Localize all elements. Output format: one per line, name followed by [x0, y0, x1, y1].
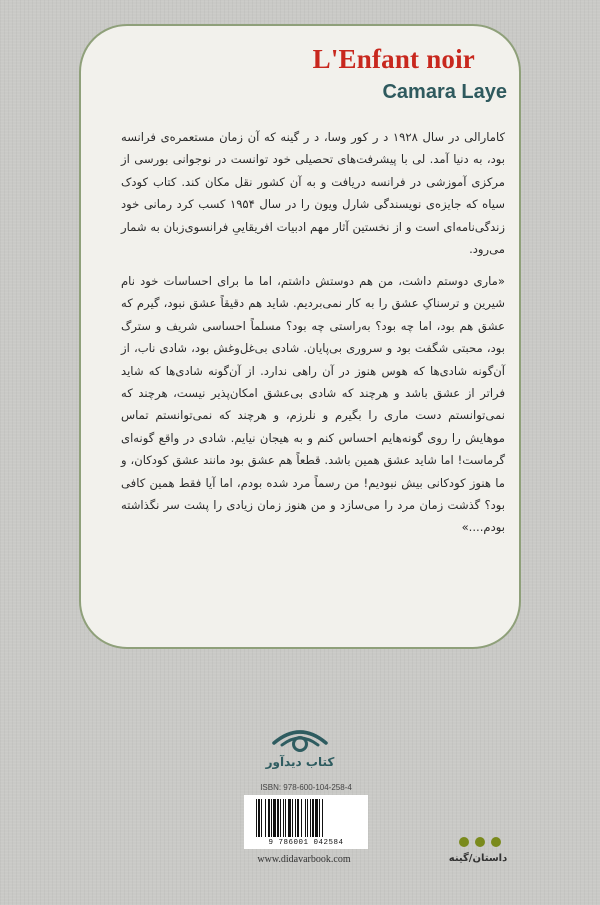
excerpt-paragraph: «ماری دوستم داشت، من هم دوستش داشتم، اما ما برای احساسات خود نام شیرین و ترسناکِ عشق را به کار نمی‌بردیم. شاید هم دقیقاً عشق نبود، گیرم که عشق هم بود، اما چه بود؟ به‌راستی چه بود؟ مسلماً احساسی شریف و سترگ بود، محبتی شگفت بود و سروری بی‌پایان. شادی بی‌غل‌وغش بود، شادی ناب، از آن‌گونه شادی‌ها که هوس هنوز در آن راهی ندارد. از آن‌گونه شادی‌ها که شاید فراتر از عشق باشد و هرچند که شادی بی‌عشق امکان‌پذیر نیست، هرچند که نمی‌توانستم دست ماری را بگیرم و نلرزم، و هرچند که نمی‌توانستم تماس موهایش را روی گونه‌هایم احساس کنم و به هیجان نیایم. شادی در واقع گونه‌ای گرماست! اما شاید عشق همین باشد. قطعاً هم عشق بود مانند عشق کودکان، و ما هنوز کودکانی بیش نبودیم! من رسماً مرد شده بودم، اما آیا فقط همین کافی بود؟ گذشت زمان مرد را می‌سازد و من هنوز زمان زیادی را پشت سر نگذاشته بودم....» [121, 274, 505, 535]
publisher-eye-icon [264, 719, 336, 755]
publisher-website: www.didavarbook.com [257, 854, 351, 865]
barcode-number: 9 786001 042584 [268, 839, 344, 847]
publisher-logo [264, 719, 336, 775]
publisher-name: کتاب دیدآور [265, 755, 335, 769]
series-label: داستان/گینه [448, 853, 508, 864]
isbn-text: ISBN: 978-600-104-258-4 [260, 783, 352, 792]
series-dot-icon [475, 837, 485, 847]
barcode [244, 795, 368, 849]
book-title: L'Enfant noir [312, 44, 475, 74]
barcode-bars [254, 799, 358, 837]
series-dot-icon [491, 837, 501, 847]
back-cover-panel [79, 24, 521, 649]
author-bio-paragraph: کامارالی در سال ۱۹۲۸ د ر کور وسا، د ر گینه که آن زمان مستعمره‌ی فرانسه بود، به دنیا آمد. لی با پیشرفت‌های تحصیلی خود توانست در نوجوانی بورسی از مرکزی آموزشی در فرانسه دریافت و به آن کشور نقل مکان کند. کتاب کودک سیاه که جایزه‌ی نویسندگی شارل ویون را در سال ۱۹۵۴ کسب کرد رمانی خود زندگی‌نامه‌ای است و از نخستین آثار مهم ادبیات افریقاییِ فرانسوی‌زبان به شمار می‌رود. [121, 130, 505, 257]
series-dot-icon [459, 837, 469, 847]
book-author: Camara Laye [382, 81, 507, 103]
